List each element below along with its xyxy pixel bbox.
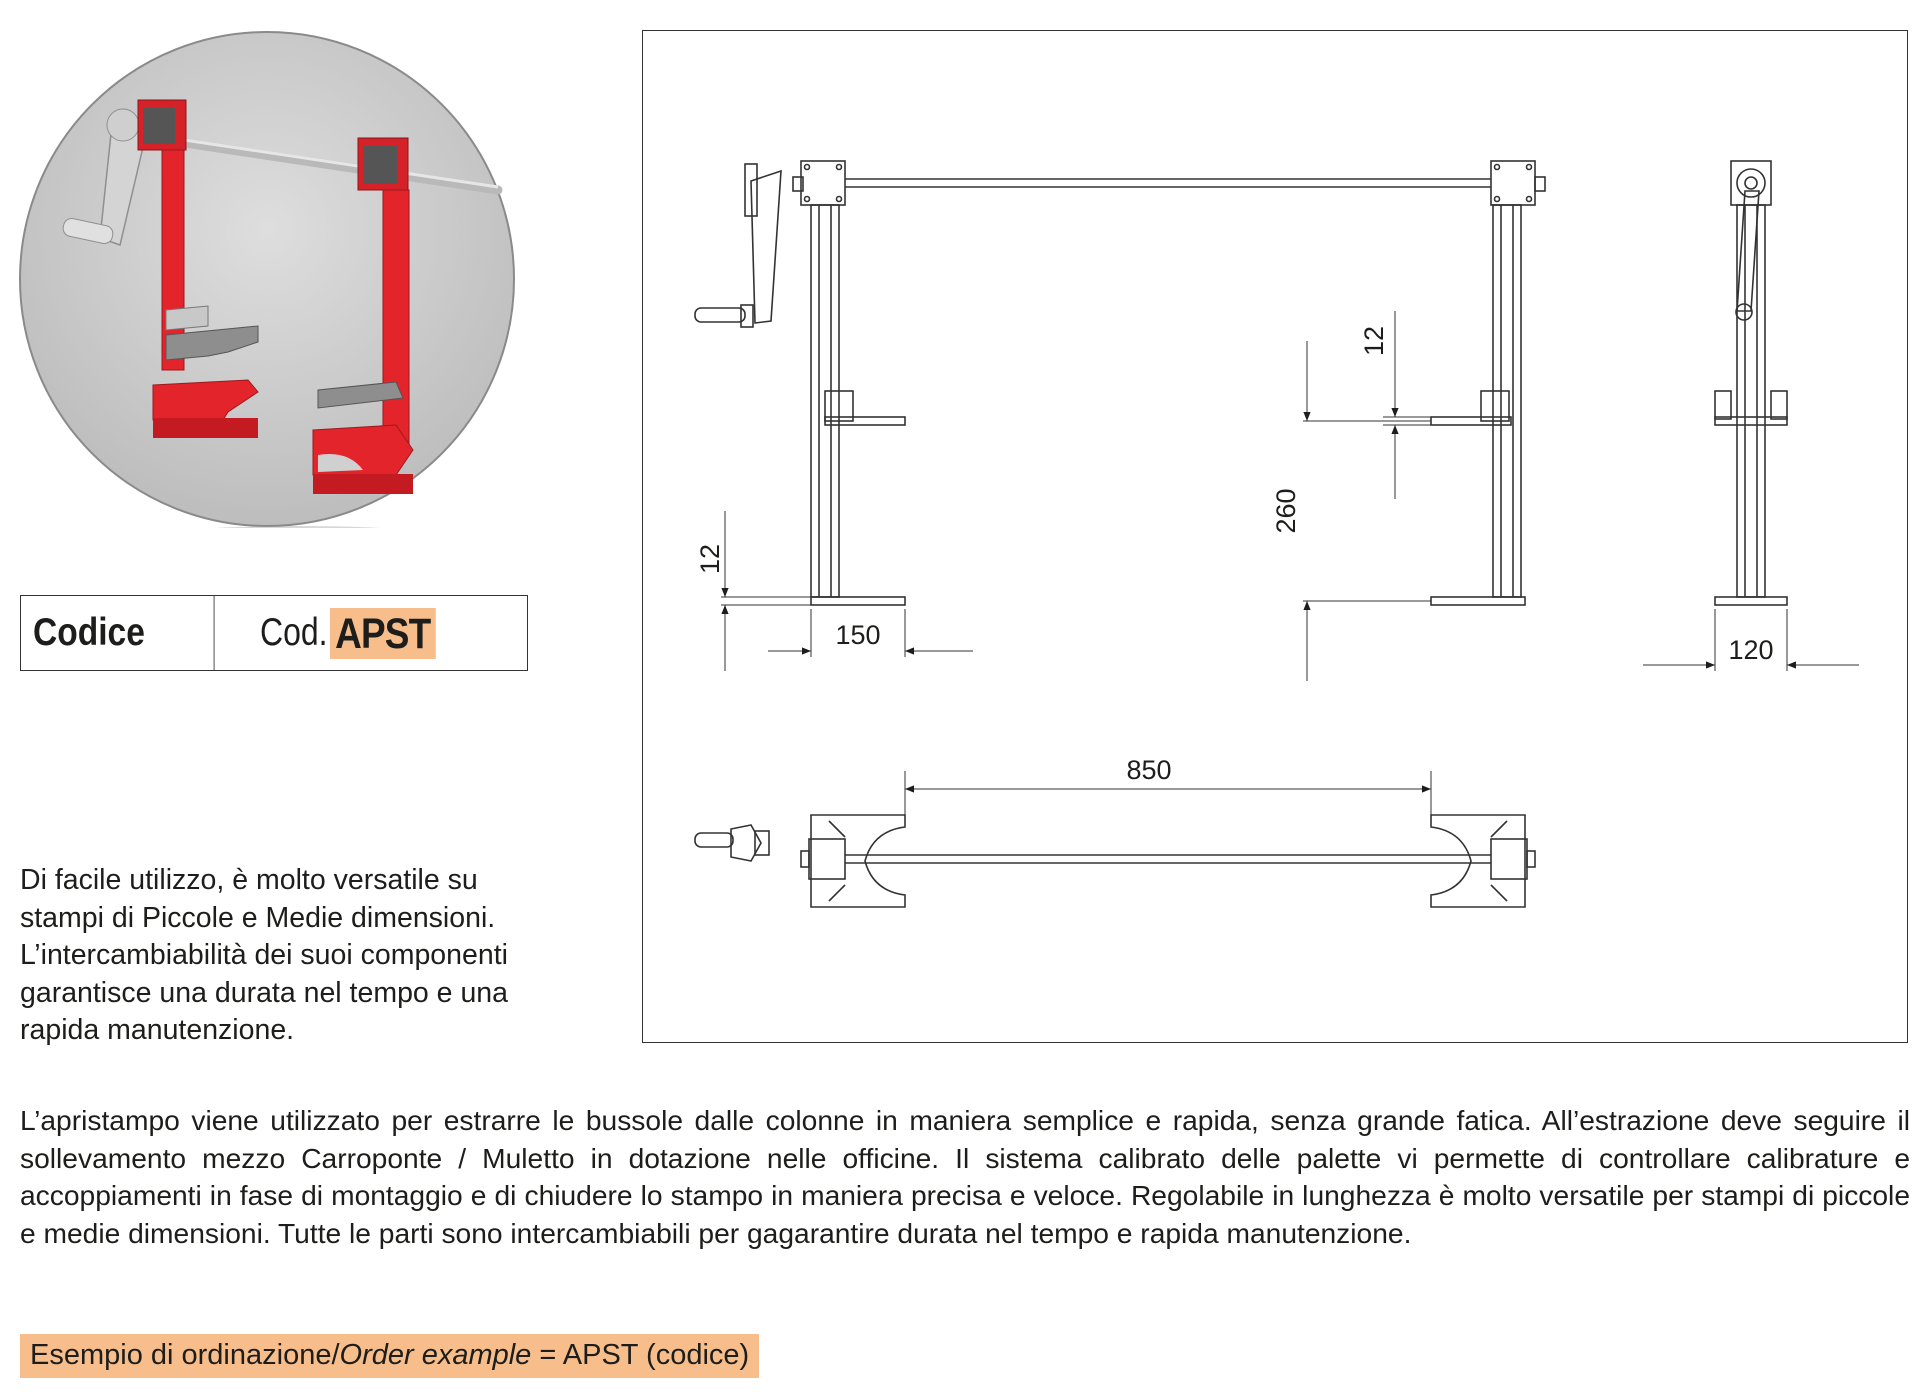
product-photo xyxy=(18,30,516,528)
dim-label-side-width: 120 xyxy=(1728,635,1774,665)
intro-text: Di facile utilizzo, è molto versatile su stampi di Piccole e Medie dimensioni. L’intercambiabilità dei suoi componenti garantisce una durata nel tempo e una rapida manutenzione. xyxy=(20,864,509,1046)
intro-paragraph xyxy=(20,862,540,1050)
dim-pallet-thickness xyxy=(1383,311,1431,499)
order-label-en: Order example xyxy=(339,1339,532,1371)
front-view xyxy=(695,161,1545,605)
dim-pallet-height xyxy=(1303,341,1431,681)
dim-label-base-length: 150 xyxy=(835,620,881,650)
description-text: L’apristampo viene utilizzato per estrarre le bussole dalle colonne in maniera semplice e rapida, senza grande fatica. All’estrazione deve seguire il sollevamento mezzo Carroponte / Muletto in dotazione nelle officine. Il sistema calibrato delle palette vi permette di controllare calibrature e accoppiamenti in fase di montaggio e di chiudere lo stampo in maniera precisa e veloce. Regolabile in lunghezza è molto versatile per stampi di piccole e medie dimensioni. Tutte le parti sono intercambiabili per gagarantire durata nel tempo e rapida manutenzione. xyxy=(20,1104,1910,1249)
dim-label-pallet-thickness: 12 xyxy=(1359,325,1389,357)
top-view xyxy=(695,815,1535,907)
code-value-cell xyxy=(246,596,527,670)
code-label: Codice xyxy=(21,596,215,670)
dim-label-overall-length: 850 xyxy=(1126,755,1172,785)
order-value: = APST (codice) xyxy=(531,1339,750,1371)
side-view xyxy=(1715,161,1787,605)
technical-drawing xyxy=(642,30,1908,1043)
product-code-table xyxy=(20,595,528,671)
dim-label-pallet-height: 260 xyxy=(1271,488,1301,534)
order-label-it: Esempio di ordinazione/ xyxy=(30,1339,340,1371)
code-prefix: Cod. xyxy=(260,611,328,654)
description-paragraph xyxy=(20,1102,1910,1252)
order-example xyxy=(20,1334,759,1378)
dim-base-thickness xyxy=(721,511,811,671)
dim-label-base-thickness: 12 xyxy=(695,543,725,575)
code-value: APST xyxy=(330,608,436,659)
photo-circle-background xyxy=(20,32,514,526)
